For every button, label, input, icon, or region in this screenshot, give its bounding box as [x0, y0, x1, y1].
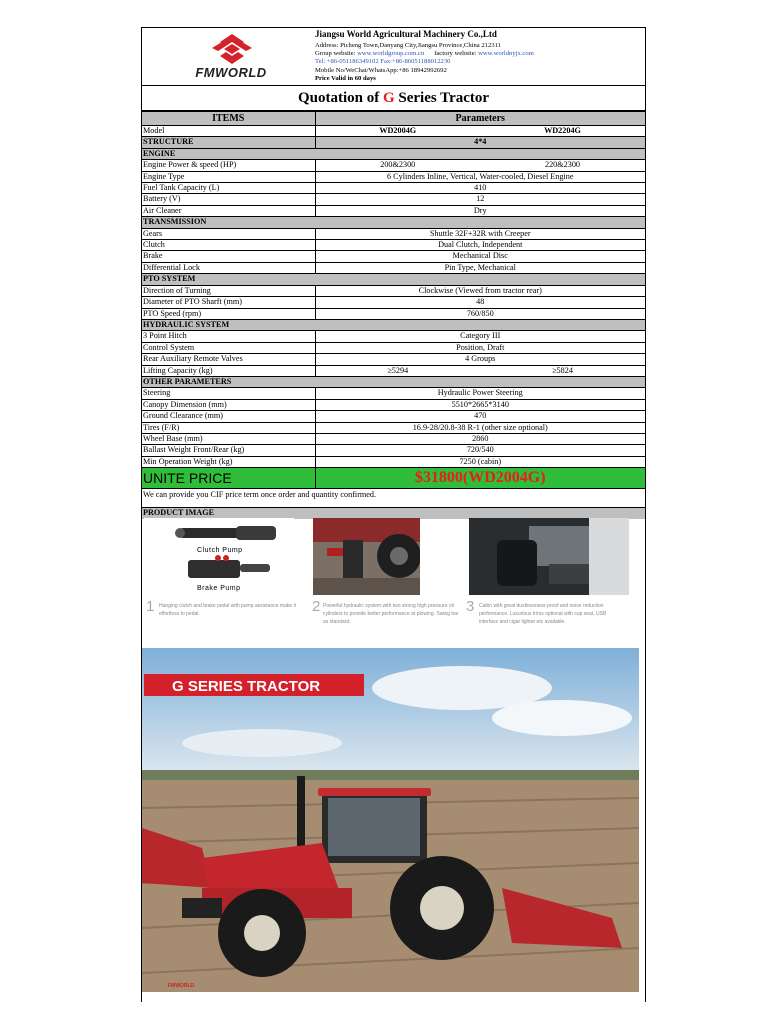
row-value: 7250 (cabin): [315, 456, 645, 467]
price-note: We can provide you CIF price term once order and quantity confirmed.: [142, 489, 645, 502]
price-validity: Price Valid in 60 days: [315, 75, 376, 82]
row-label: Air Cleaner: [142, 205, 315, 216]
section-structure: [142, 137, 645, 148]
table-row: [142, 445, 645, 456]
table-row: [142, 262, 645, 273]
hydraulic-system-image: [313, 518, 420, 595]
brake-pump-label: Brake Pump: [197, 585, 241, 592]
company-address: Address: Picheng Town,Danyang City,Jiangsu Province,China 212311: [315, 42, 501, 49]
section-hydraulic: [142, 319, 645, 330]
table-row: [142, 308, 645, 319]
caption-text: Cabin with great dustlessness-proof and noise reduction performance. Luxurious trims optional with cup seat, USB interface and cigar lighter etc available.: [479, 603, 607, 625]
g-series-poster: [142, 648, 639, 992]
power-b: 220&2300: [480, 160, 645, 171]
company-header: [142, 28, 645, 86]
company-websites: [315, 50, 534, 58]
fmworld-logo-icon: [206, 34, 258, 64]
section-label: STRUCTURE: [142, 137, 315, 148]
title-suffix: Series Tractor: [394, 90, 490, 106]
lifting-a: ≥5294: [315, 365, 480, 376]
quotation-sheet: [141, 27, 646, 1002]
row-label: Gears: [142, 228, 315, 239]
engine-power-row: [142, 160, 645, 171]
section-label: OTHER PARAMETERS: [142, 376, 645, 387]
product-photos: [142, 516, 645, 641]
model-b: WD2204G: [480, 126, 645, 137]
company-name: Jiangsu World Agricultural Machinery Co.,Ltd: [315, 29, 497, 39]
row-label: Control System: [142, 342, 315, 353]
table-row: [142, 297, 645, 308]
lifting-row: [142, 365, 645, 376]
section-engine: [142, 148, 645, 159]
caption-number: 3: [466, 598, 475, 615]
row-label: Ground Clearance (mm): [142, 411, 315, 422]
caption-number: 1: [146, 598, 155, 615]
row-value: 720/540: [315, 445, 645, 456]
section-label: ENGINE: [142, 148, 645, 159]
row-value: 410: [315, 183, 645, 194]
group-website-link[interactable]: www.worldgroup.com.cn: [357, 50, 425, 57]
table-row: [142, 456, 645, 467]
table-row: [142, 354, 645, 365]
table-row: [142, 205, 645, 216]
caption-number: 2: [312, 598, 321, 615]
logo-wordmark: FMWORLD: [195, 65, 267, 80]
row-value: 16.9-28/20.8-38 R-1 (other size optional): [315, 422, 645, 433]
table-row: [142, 285, 645, 296]
section-other: [142, 376, 645, 387]
model-a: WD2004G: [315, 126, 480, 137]
spec-table: [142, 111, 645, 519]
row-label: Canopy Dimension (mm): [142, 399, 315, 410]
factory-website-label: factory website:: [434, 50, 477, 57]
price-note-row: [142, 489, 645, 502]
row-label: Differential Lock: [142, 262, 315, 273]
group-website-label: Group website:: [315, 50, 356, 57]
table-row: [142, 251, 645, 262]
section-label: TRANSMISSION: [142, 217, 645, 228]
row-value: Clockwise (Viewed from tractor rear): [315, 285, 645, 296]
section-pto: [142, 274, 645, 285]
table-header-row: [142, 112, 645, 126]
row-value: Shuttle 32F+32R with Creeper: [315, 228, 645, 239]
title-prefix: Quotation of: [297, 90, 383, 106]
tel-fax: Tel: +86-051186349102 Fax:+86-86051188012230: [315, 58, 451, 65]
product-image-label: PRODUCT IMAGE: [142, 508, 645, 520]
section-transmission: [142, 217, 645, 228]
unit-price-value: $31800(WD2004G): [315, 468, 645, 489]
row-label: Engine Power & speed (HP): [142, 160, 315, 171]
row-label: Engine Type: [142, 171, 315, 182]
row-label: Tires (F/R): [142, 422, 315, 433]
row-label: Min Operation Weight (kg): [142, 456, 315, 467]
unit-price-label: UNITE PRICE: [142, 468, 315, 489]
row-label: Brake: [142, 251, 315, 262]
unit-price-row: [142, 468, 645, 489]
row-value: 48: [315, 297, 645, 308]
title-series-letter: G: [382, 90, 395, 106]
cabin-interior-image: [469, 518, 629, 595]
row-value: 12: [315, 194, 645, 205]
poster-banner-text: G SERIES TRACTOR: [172, 678, 321, 695]
poster-footer-mark: FMWORLD: [168, 983, 195, 989]
row-label: Fuel Tank Capacity (L): [142, 183, 315, 194]
row-value: Dual Clutch, Independent: [315, 240, 645, 251]
row-value: 470: [315, 411, 645, 422]
row-value: 6 Cylinders Inline, Vertical, Water-cooled, Diesel Engine: [315, 171, 645, 182]
row-value: Hydraulic Power Steering: [315, 388, 645, 399]
table-row: [142, 399, 645, 410]
power-a: 200&2300: [315, 160, 480, 171]
row-label: PTO Speed (rpm): [142, 308, 315, 319]
row-value: 4 Groups: [315, 354, 645, 365]
row-label: Wheel Base (mm): [142, 433, 315, 444]
row-value: Pin Type, Mechanical: [315, 262, 645, 273]
table-row: [142, 388, 645, 399]
row-label: Model: [142, 126, 315, 137]
table-row: [142, 422, 645, 433]
table-row: [142, 331, 645, 342]
row-value: 760/850: [315, 308, 645, 319]
clutch-pump-label: Clutch Pump: [197, 547, 243, 554]
row-value: 2860: [315, 433, 645, 444]
caption-text: Hanging clutch and brake pedal with pump assistance make it effortless to pedal.: [159, 603, 297, 617]
table-row: [142, 240, 645, 251]
row-value: Dry: [315, 205, 645, 216]
items-header: ITEMS: [142, 112, 315, 126]
row-value: Position, Draft: [315, 342, 645, 353]
page-title: [142, 86, 645, 111]
parameters-header: Parameters: [315, 112, 645, 126]
table-row: [142, 411, 645, 422]
tractor-field-image: [142, 648, 639, 992]
lifting-b: ≥5824: [480, 365, 645, 376]
factory-website-link[interactable]: www.worldnyjx.com: [478, 50, 534, 57]
row-label: 3 Point Hitch: [142, 331, 315, 342]
table-row: [142, 183, 645, 194]
table-row: [142, 171, 645, 182]
table-row: [142, 194, 645, 205]
row-label: Rear Auxiliary Remote Valves: [142, 354, 315, 365]
structure-value: 4*4: [315, 137, 645, 148]
clutch-brake-pump-image: [144, 518, 294, 595]
company-logo: [172, 32, 290, 80]
row-label: Steering: [142, 388, 315, 399]
section-label: HYDRAULIC SYSTEM: [142, 319, 645, 330]
row-label: Lifting Capacity (kg): [142, 365, 315, 376]
row-label: Direction of Turning: [142, 285, 315, 296]
table-row: [142, 433, 645, 444]
row-label: Ballast Weight Front/Rear (kg): [142, 445, 315, 456]
row-value: Category III: [315, 331, 645, 342]
table-row: [142, 342, 645, 353]
row-value: Mechanical Disc: [315, 251, 645, 262]
section-label: PTO SYSTEM: [142, 274, 645, 285]
model-row: [142, 126, 645, 137]
row-label: Clutch: [142, 240, 315, 251]
mobile-contact: Mobile No/WeChat/WhatsApp:+86 18942992692: [315, 67, 447, 74]
row-label: Battery (V): [142, 194, 315, 205]
row-value: 5510*2665*3140: [315, 399, 645, 410]
caption-text: Powerful hydraulic system with two strong high pressure oil cylinders to provide better performance at plowing. Swing bar as standard.: [323, 603, 459, 625]
table-row: [142, 228, 645, 239]
row-label: Diameter of PTO Sharft (mm): [142, 297, 315, 308]
